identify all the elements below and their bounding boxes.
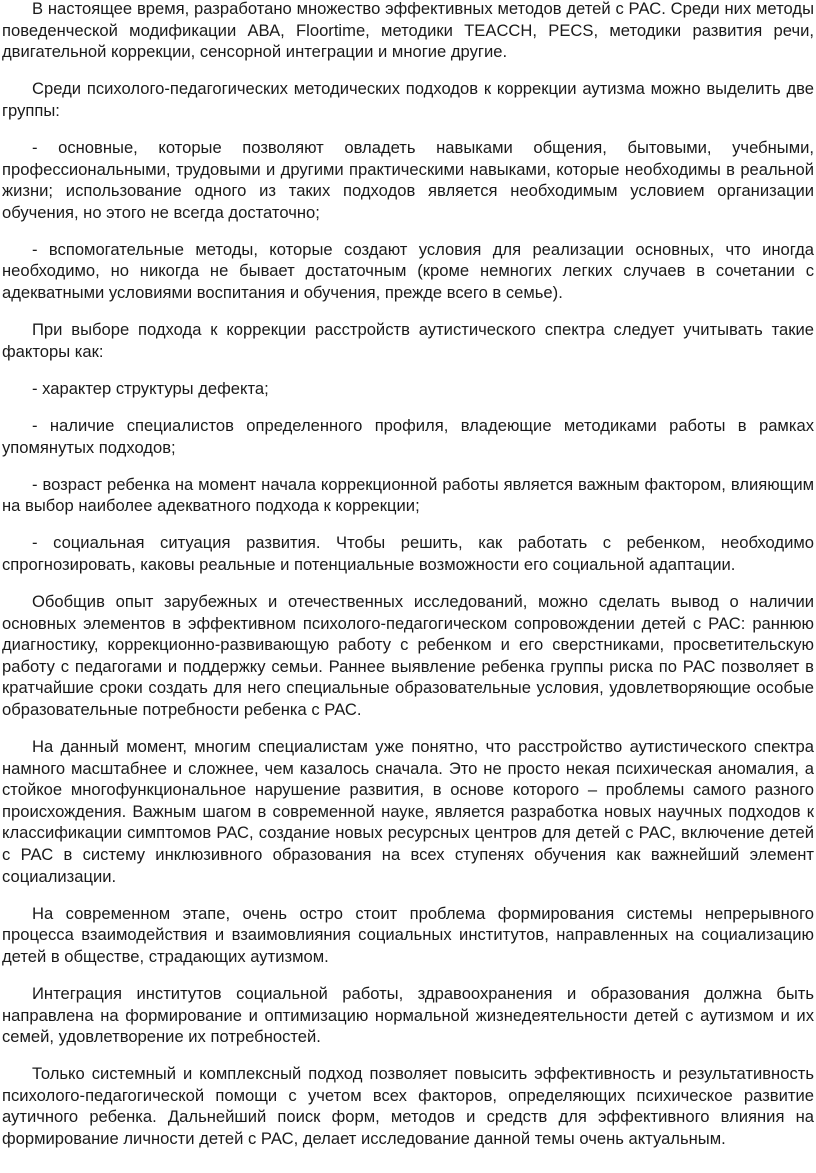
paragraph-2: Среди психолого-педагогических методических подходов к коррекции аутизма можно выделить две группы: — [2, 79, 814, 120]
paragraph-3: - основные, которые позволяют овладеть навыками общения, бытовыми, учебными, профессиональными, трудовыми и другими практическими навыками, которые необходимы в реальной жизни; использование одного из таких подходов является необходимым условием организации обучения, но этого не всегда достаточно; — [2, 137, 814, 222]
paragraph-14: Только системный и комплексный подход позволяет повысить эффективность и результативность психолого-педагогической помощи с учетом всех факторов, определяющих психическое развитие аутичного ребенка. Дальнейший поиск форм, методов и средств для эффективного влияния на формирование личности детей с РАС, делает исследование данной темы очень актуальным. — [2, 1064, 814, 1149]
paragraph-9: - социальная ситуация развития. Чтобы решить, как работать с ребенком, необходимо спрогнозировать, каковы реальные и потенциальные возможности его социальной адаптации. — [2, 533, 814, 574]
paragraph-10: Обобщив опыт зарубежных и отечественных исследований, можно сделать вывод о наличии основных элементов в эффективном психолого-педагогическом сопровождении детей с РАС: раннюю диагностику, коррекционно-развивающую работу с ребенком и его сверстниками, просветительскую работу с педагогами и поддержку семьи. Раннее выявление ребенка группы риска по РАС позволяет в кратчайшие сроки создать для него специальные образовательные условия, удовлетворяющие особые образовательные потребности ребенка с РАС. — [2, 591, 814, 719]
paragraph-11: На данный момент, многим специалистам уже понятно, что расстройство аутистического спектра намного масштабнее и сложнее, чем казалось сначала. Это не просто некая психическая аномалия, а стойкое многофункциональное нарушение развития, в основе которого – проблемы самого разного происхождения. Важным шагом в современной науке, является разработка новых научных подходов к классификации симптомов РАС, создание новых ресурсных центров для детей с РАС, включение детей с РАС в систему инклюзивного образования на всех ступенях обучения как важнейший элемент социализации. — [2, 737, 814, 886]
paragraph-6: - характер структуры дефекта; — [32, 378, 269, 398]
paragraph-4: - вспомогательные методы, которые создают условия для реализации основных, что иногда необходимо, но никогда не бывает достаточным (кроме немногих легких случаев в сочетании с адекватными условиями воспитания и обучения, прежде всего в семье). — [2, 239, 814, 303]
paragraph-7: - наличие специалистов определенного профиля, владеющие методиками работы в рамках упомянутых подходов; — [2, 415, 814, 457]
paragraph-8: - возраст ребенка на момент начала коррекционной работы является важным фактором, влияющим на выбор наиболее адекватного подхода к коррекции; — [2, 474, 814, 516]
paragraph-13: Интеграция институтов социальной работы, здравоохранения и образования должна быть направлена на формирование и оптимизацию нормальной жизнедеятельности детей с аутизмом и их семей, удовлетворение их потребностей. — [2, 983, 814, 1047]
paragraph-5: При выборе подхода к коррекции расстройств аутистического спектра следует учитывать такие факторы как: — [2, 320, 814, 361]
paragraph-1: В настоящее время, разработано множество эффективных методов детей с РАС. Среди них методы поведенческой модификации АВА, Floortime, методики TEACCH, PECS, методики развития речи, двигательной коррекции, сенсорной интеграции и многие другие. — [2, 0, 814, 62]
paragraph-12: На современном этапе, очень остро стоит проблема формирования системы непрерывного процесса взаимодействия и взаимовлияния социальных институтов, направленных на социализацию детей в обществе, страдающих аутизмом. — [2, 903, 814, 966]
